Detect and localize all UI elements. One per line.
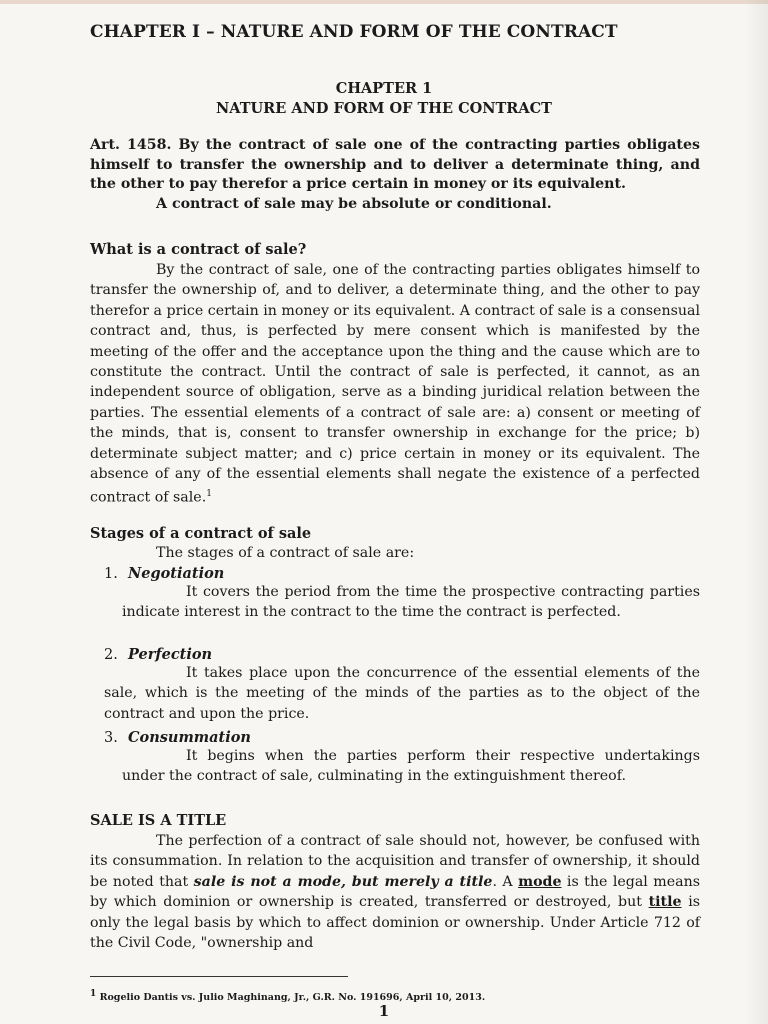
section-heading-sale-is-a-title: SALE IS A TITLE	[90, 812, 227, 829]
sale-text-part2: . A	[492, 873, 513, 890]
footnote-text: Rogelio Dantis vs. Julio Maghinang, Jr., G.R. No. 191696, April 10, 2013.	[99, 992, 486, 1004]
paragraph-sale-is-a-title	[90, 831, 700, 953]
footnote-marker: 1	[90, 989, 97, 999]
chapter-title: NATURE AND FORM OF THE CONTRACT	[216, 100, 552, 117]
article-second-text: A contract of sale may be absolute or conditional.	[156, 195, 552, 212]
article-main-text: Art. 1458. By the contract of sale one of the contracting parties obligates himself to transfer the ownership and to deliver a determinate thing, and the other to pay therefor a price certain in money or its equivalent.	[90, 137, 700, 192]
stage-description: It begins when the parties perform their respective undertakings under the contract of sale, culminating in the extinguishment thereof.	[122, 748, 700, 785]
stage-title	[104, 565, 700, 582]
section-heading-what-is: What is a contract of sale?	[90, 241, 307, 258]
stage-description: It covers the period from the time the prospective contracting parties indicate interest in the contract to the time the contract is perfected.	[122, 584, 700, 621]
chapter-number: CHAPTER 1	[335, 80, 433, 97]
stages-intro: The stages of a contract of sale are:	[156, 545, 415, 561]
paragraph-what-is	[90, 260, 700, 509]
page-number: 1	[378, 1002, 390, 1020]
sale-text-part4: is only the legal basis by which to affect dominion or ownership. Under Article 712 of the Civil Code, "ownership and	[90, 894, 701, 952]
footnote-reference: 1	[206, 489, 212, 500]
sale-emphasis: sale is not a mode, but merely a title	[193, 873, 493, 890]
paragraph-what-is-text: By the contract of sale, one of the contracting parties obligates himself to transfer the ownership of, and to deliver, a determinate thing, and the other to pay therefor a price certain in money or its equivalent. A contract of sale is a consensual contract and, thus, is perfected by mere consent which is manifested by the meeting of the offer and the acceptance upon the thing and the cause which are to constitute the contract. Until the contract of sale is perfected, it cannot, as an independent source of obligation, serve as a binding juridical relation between the parties. The essential elements of a contract of sale are: a) consent or meeting of the minds, that is, consent to transfer ownership in exchange for the price; b) determinate subject matter; and c) price certain in money or its equivalent. The absence of any of the essential elements shall negate the existence of a perfected contract of sale.	[90, 262, 700, 507]
stage-number: 1.	[104, 566, 118, 582]
stage-description: It takes place upon the concurrence of the essential elements of the sale, which is the meeting of the minds of the parties as to the object of the contract and upon the price.	[104, 665, 700, 722]
stage-title	[104, 646, 700, 663]
stage-title	[104, 729, 700, 746]
stage-item-consummation	[104, 729, 700, 787]
stage-number: 3.	[104, 730, 118, 746]
running-header: CHAPTER I – NATURE AND FORM OF THE CONTRACT	[90, 22, 618, 42]
page-edge-shadow	[744, 0, 768, 1024]
stage-item-negotiation	[104, 565, 700, 623]
term-mode: mode	[518, 873, 562, 890]
stage-title-text: Negotiation	[128, 565, 225, 582]
section-heading-stages: Stages of a contract of sale	[90, 525, 312, 542]
term-title: title	[648, 894, 682, 911]
sale-text-part1: The perfection of a contract of sale should not, however, be confused with its consummation. In relation to the acquisition and transfer of ownership, it should be noted that	[90, 833, 700, 890]
stage-item-perfection	[104, 646, 700, 724]
page-top-edge	[0, 0, 768, 4]
stage-title-text: Perfection	[128, 646, 213, 663]
stage-number: 2.	[104, 647, 118, 663]
footnote-divider	[90, 976, 348, 977]
stage-title-text: Consummation	[128, 729, 251, 746]
sale-text-part3: is the legal means by which dominion or ownership is created, transferred or destroyed, but	[90, 873, 700, 911]
article-1458	[90, 136, 700, 214]
